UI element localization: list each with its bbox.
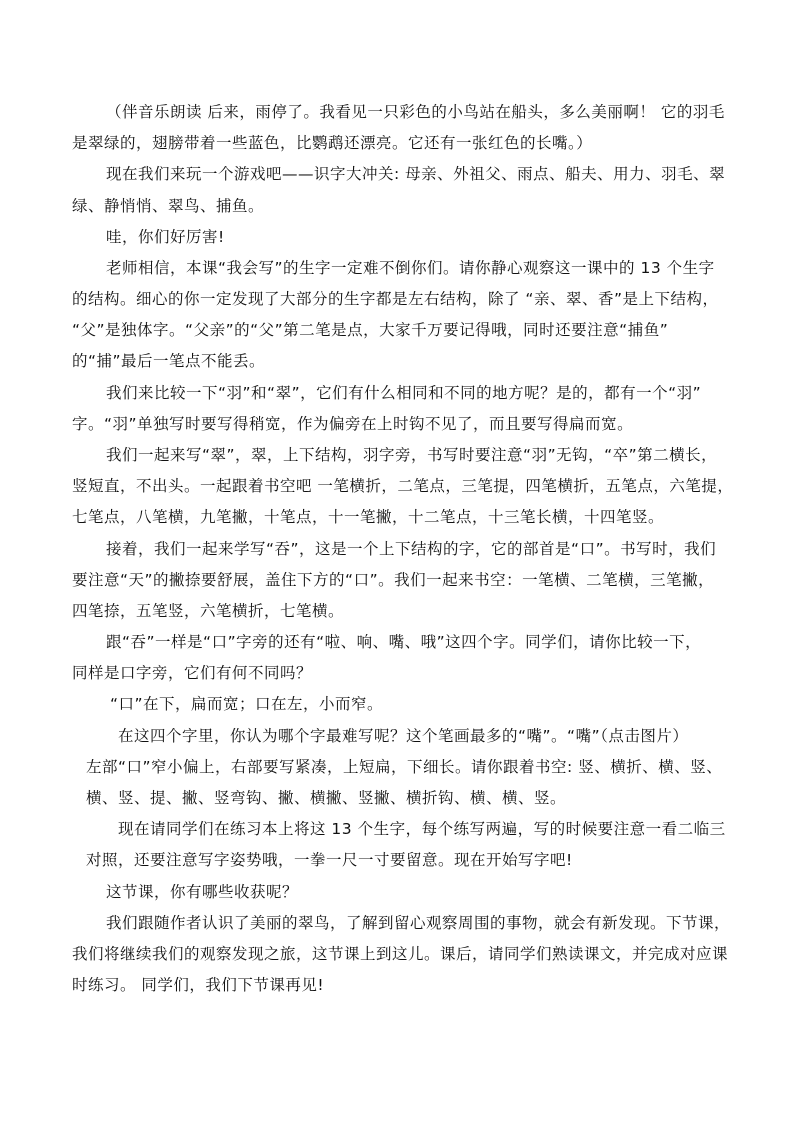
text-line: 我们来比较一下“羽”和“翠”，它们有什么相同和不同的地方呢？是的，都有一个“羽” — [106, 384, 702, 402]
text-line: 哇，你们好厉害! — [106, 228, 225, 246]
text-line: 对照，还要注意写字姿势哦，一拳一尺一寸要留意。现在开始写字吧! — [86, 851, 573, 869]
text-line: 的“捕”最后一笔点不能丢。 — [72, 352, 266, 370]
text-line: 在这四个字里，你认为哪个字最难写呢？这个笔画最多的“嘴”。“嘴”（点击图片） — [118, 727, 689, 745]
text-line: “父”是独体字。“父亲”的“父”第二笔是点，大家千万要记得哦，同时还要注意“捕鱼” — [72, 321, 669, 339]
text-line: 竖短直，不出头。一起跟着书空吧 一笔横折，二笔点，三笔提，四笔横折，五笔点，六笔提， — [72, 477, 734, 495]
text-line: “口”在下，扁而宽；口在左，小而窄。 — [110, 695, 384, 713]
text-line: 是翠绿的，翅膀带着一些蓝色，比鹦鹉还漂亮。它还有一张红色的长嘴。） — [72, 134, 593, 152]
text-line: 现在请同学们在练习本上将这 13 个生字，每个练写两遍，写的时候要注意一看二临三 — [118, 820, 726, 838]
text-line: 左部“口”窄小偏上，右部要写紧凑，上短扁，下细长。请你跟着书空: 竖、横折、横、竖、 — [86, 758, 723, 776]
text-line: 七笔点，八笔横，九笔撇，十笔点，十一笔撇，十二笔点，十三笔长横，十四笔竖。 — [72, 508, 665, 526]
text-line: 现在我们来玩一个游戏吧——识字大冲关: 母亲、外祖父、雨点、船夫、用力、羽毛、翠 — [106, 165, 726, 183]
text-line: 我们一起来写“翠”，翠，上下结构，羽字旁，书写时要注意“羽”无钩，“卒”第二横长， — [106, 446, 718, 464]
text-line: 老师相信，本课“我会写”的生字一定难不倒你们。请你静心观察这一课中的 13 个生字 — [106, 259, 715, 277]
text-line: 时练习。 同学们，我们下节课再见! — [72, 976, 325, 994]
text-line: 四笔捺，五笔竖，六笔横折，七笔横。 — [72, 602, 345, 620]
text-line: （伴音乐朗读 后来，雨停了。我看见一只彩色的小鸟站在船头，多么美丽啊！ 它的羽毛 — [106, 103, 725, 121]
text-line: 同样是口字旁，它们有何不同吗？ — [72, 664, 313, 682]
text-line: 要注意“天”的撇捺要舒展，盖住下方的“口”。我们一起来书空：一笔横、二笔横，三笔撇， — [72, 571, 715, 589]
text-line: 接着，我们一起来学写“吞”，这是一个上下结构的字，它的部首是“口”。书写时，我们 — [106, 540, 717, 558]
text-line: 的结构。细心的你一定发现了大部分的生字都是左右结构，除了 “亲、翠、香”是上下结构， — [72, 290, 719, 308]
text-line: 横、竖、提、撇、竖弯钩、撇、横撇、竖撇、横折钩、横、横、竖。 — [86, 789, 567, 807]
text-line: 跟“吞”一样是“口”字旁的还有“啦、响、嘴、哦”这四个字。同学们，请你比较一下， — [106, 633, 702, 651]
text-line: 我们跟随作者认识了美丽的翠鸟，了解到留心观察周围的事物，就会有新发现。下节课， — [106, 914, 731, 932]
text-line: 绿、静悄悄、翠鸟、捕鱼。 — [72, 197, 265, 215]
text-line: 字。“羽”单独写时要写得稍宽，作为偏旁在上时钩不见了，而且要写得扁而宽。 — [72, 415, 634, 433]
text-line: 我们将继续我们的观察发现之旅，这节课上到这儿。课后，请同学们熟读课文，并完成对应课 — [72, 945, 729, 963]
text-line: 这节课，你有哪些收获呢？ — [106, 883, 299, 901]
